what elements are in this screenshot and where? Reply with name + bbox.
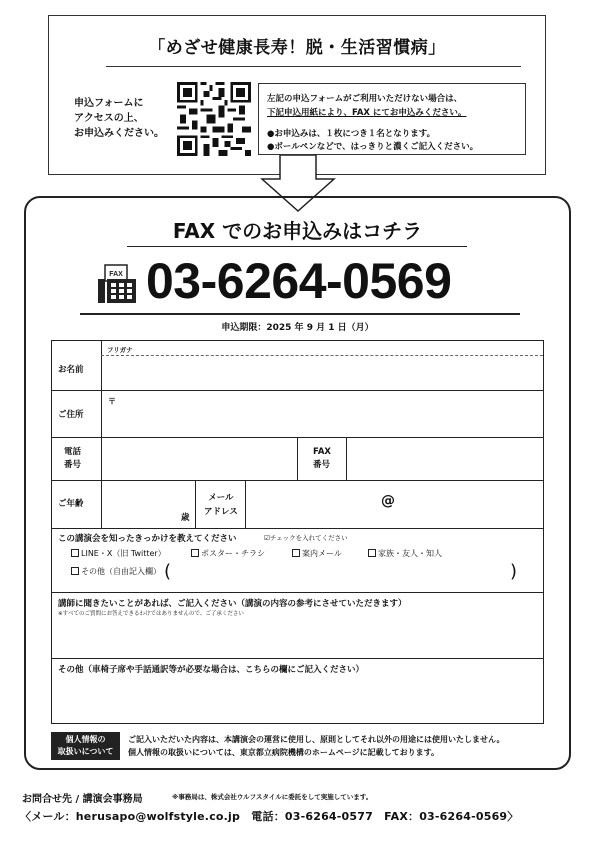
postal-mark: 〒: [108, 397, 116, 406]
option-label: 家族・友人・知人: [378, 549, 442, 558]
checkbox-icon[interactable]: [71, 549, 79, 557]
other-close-paren: ): [510, 561, 518, 582]
fax-machine-icon: [97, 264, 137, 304]
access-line-1: 申込フォームに: [74, 98, 144, 109]
contact-details[interactable]: 〈メール：herusapo@wolfstyle.co.jp 電話：03-6264-0577 FAX：03-6264-0569〉: [20, 810, 519, 823]
row-divider: [52, 658, 543, 659]
checkbox-icon[interactable]: [292, 549, 300, 557]
misc-title: その他（車椅子席や手話通訳等が必要な場合は、こちらの欄にご記入ください）: [58, 665, 365, 675]
privacy-label-line-2: 取扱いについて: [57, 747, 114, 756]
fax-label: [313, 446, 331, 472]
name-label: お名前: [58, 365, 84, 375]
contact-title: お問合せ先 / 講演会事務局: [22, 794, 143, 805]
cell-divider: [195, 480, 196, 528]
fax-field[interactable]: [348, 438, 542, 479]
email-label: [204, 491, 238, 519]
option-line-x[interactable]: [71, 548, 166, 559]
question-title: 講師に聞きたいことがあれば、ご記入ください（講演の内容の参考にさせていただきます）: [58, 599, 407, 609]
title-divider: [106, 66, 521, 67]
question-field[interactable]: [54, 619, 541, 657]
privacy-label-line-1: 個人情報の: [65, 735, 106, 744]
age-label: ご年齢: [58, 499, 84, 509]
checkbox-icon[interactable]: [191, 549, 199, 557]
privacy-text-1: ご記入いただいた内容は、本講演会の運営に使用し、原則としてそれ以外の用途には使用いたしません。: [128, 735, 505, 744]
fax-icon-label: FAX: [109, 271, 123, 278]
source-question: この講演会を知ったきっかけを教えてください: [58, 534, 237, 544]
question-note: ※すべてのご質問にお答えできるわけではありませんので、ご了承ください: [58, 611, 244, 617]
fax-heading: FAX でのお申込みはコチラ: [172, 219, 423, 243]
application-table: [51, 340, 544, 724]
option-label: ポスター・チラシ: [201, 549, 265, 558]
privacy-label: [51, 732, 120, 760]
fax-label-line-2: 番号: [313, 460, 331, 470]
option-label: 案内メール: [302, 549, 342, 558]
age-unit: 歳: [181, 513, 190, 523]
option-label: その他（自由記入欄）: [81, 567, 161, 576]
option-family[interactable]: [368, 548, 442, 559]
option-poster[interactable]: [191, 548, 265, 559]
checkbox-icon[interactable]: [368, 549, 376, 557]
fax-number-divider: [80, 313, 520, 315]
cell-divider: [346, 437, 347, 480]
other-free-text-field[interactable]: [180, 565, 510, 585]
heading-divider: [127, 246, 467, 247]
note-bullet-2: ●ボールペンなどで、はっきりと濃くご記入ください。: [267, 142, 479, 152]
other-open-paren: (: [164, 561, 172, 582]
at-mark: @: [381, 493, 395, 509]
row-divider: [52, 528, 543, 529]
check-hint: ☑チェックを入れてください: [264, 534, 348, 542]
phone-label-line-2: 番号: [64, 460, 82, 470]
email-label-line-2: アドレス: [204, 507, 238, 517]
access-instruction: [74, 96, 164, 141]
fax-number[interactable]: 03-6264-0569: [146, 253, 452, 309]
name-field[interactable]: [102, 356, 542, 390]
access-line-3: お申込みください。: [74, 128, 164, 139]
option-mail[interactable]: [292, 548, 342, 559]
fax-label-line-1: FAX: [313, 447, 331, 457]
phone-label: [64, 446, 81, 472]
contact-note: ※事務局は、株式会社ウルフスタイルに委託をして実施しています。: [172, 793, 373, 801]
row-divider: [52, 592, 543, 593]
cell-divider: [297, 437, 298, 480]
note-line-2: 下記申込用紙により、FAX にてお申込みください。: [267, 108, 467, 118]
qr-code-icon[interactable]: [177, 82, 251, 156]
phone-field[interactable]: [102, 438, 296, 479]
address-field[interactable]: [102, 391, 542, 437]
note-bullet-1: ●お申込みは、１枚につき１名となります。: [267, 129, 436, 139]
event-title: 「めざせ健康長寿！脱・生活習慣病」: [148, 38, 446, 58]
application-deadline: 申込期限：2025 年 9 月 1 日（月）: [221, 323, 374, 333]
email-label-line-1: メール: [208, 493, 234, 503]
privacy-text-2: 個人情報の取扱いについては、東京都立病院機構のホームページに記載しております。: [128, 748, 440, 757]
address-label: ご住所: [58, 410, 84, 420]
misc-field[interactable]: [54, 677, 541, 721]
option-other[interactable]: [71, 566, 161, 577]
cell-divider: [245, 480, 246, 528]
option-label: LINE・X（旧 Twitter）: [81, 549, 166, 558]
furigana-label: フリガナ: [107, 346, 133, 354]
age-field[interactable]: [102, 481, 192, 527]
access-line-2: アクセスの上、: [74, 113, 144, 124]
phone-label-line-1: 電話: [64, 447, 82, 457]
note-line-1: 左記の申込フォームがご利用いただけない場合は、: [267, 94, 463, 104]
checkbox-icon[interactable]: [71, 567, 79, 575]
